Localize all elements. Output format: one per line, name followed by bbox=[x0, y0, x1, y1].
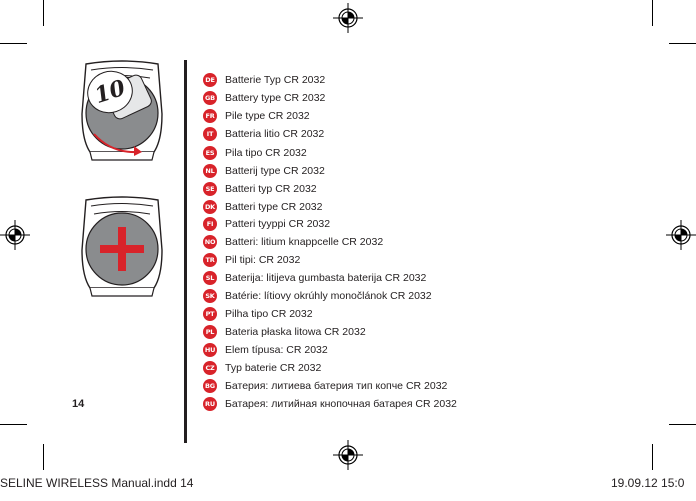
registration-mark-icon bbox=[333, 3, 363, 33]
battery-text: Батарея: литийная кнопочная батарея CR 2032 bbox=[225, 398, 457, 410]
column-divider bbox=[184, 60, 187, 443]
battery-text: Bateria płaska litowa CR 2032 bbox=[225, 326, 366, 338]
language-badge: SL bbox=[203, 271, 217, 285]
language-badge: SK bbox=[203, 289, 217, 303]
battery-text: Patteri tyyppi CR 2032 bbox=[225, 218, 331, 230]
list-item bbox=[203, 287, 432, 305]
language-badge: BG bbox=[203, 379, 217, 393]
battery-plus-illustration bbox=[72, 192, 172, 304]
battery-text: Batteri typ CR 2032 bbox=[225, 183, 317, 195]
language-badge: FI bbox=[203, 217, 217, 231]
battery-text: Pil tipi: CR 2032 bbox=[225, 254, 301, 266]
language-badge: NO bbox=[203, 235, 217, 249]
crop-mark bbox=[669, 424, 696, 425]
battery-text: Pila tipo CR 2032 bbox=[225, 147, 307, 159]
list-item bbox=[203, 359, 321, 377]
list-item bbox=[203, 125, 324, 143]
language-badge: SE bbox=[203, 182, 217, 196]
list-item bbox=[203, 162, 325, 180]
registration-mark-icon bbox=[666, 220, 696, 250]
crop-mark bbox=[669, 43, 696, 44]
list-item bbox=[203, 341, 328, 359]
battery-text: Baterija: litijeva gumbasta baterija CR 2032 bbox=[225, 272, 427, 284]
list-item bbox=[203, 323, 366, 341]
footer-file-slug: SELINE WIRELESS Manual.indd 14 bbox=[0, 476, 194, 490]
list-item bbox=[203, 180, 317, 198]
list-item bbox=[203, 233, 383, 251]
registration-mark-icon bbox=[333, 440, 363, 470]
list-item bbox=[203, 251, 300, 269]
battery-text: Batterij type CR 2032 bbox=[225, 165, 325, 177]
list-item bbox=[203, 107, 310, 125]
list-item bbox=[203, 71, 325, 89]
language-badge: DK bbox=[203, 200, 217, 214]
language-badge: IT bbox=[203, 127, 217, 141]
language-badge: RU bbox=[203, 397, 217, 411]
list-item bbox=[203, 89, 325, 107]
list-item bbox=[203, 144, 307, 162]
list-item bbox=[203, 269, 426, 287]
list-item bbox=[203, 305, 313, 323]
battery-text: Batérie: lítiovy okrúhly monočlánok CR 2032 bbox=[225, 290, 432, 302]
page-number: 14 bbox=[72, 398, 85, 410]
list-item bbox=[203, 395, 457, 413]
crop-mark bbox=[652, 0, 653, 26]
language-badge: ES bbox=[203, 146, 217, 160]
language-badge: PL bbox=[203, 325, 217, 339]
battery-text: Batteri type CR 2032 bbox=[225, 201, 323, 213]
language-badge: PT bbox=[203, 307, 217, 321]
battery-text: Batterie Typ CR 2032 bbox=[225, 74, 326, 86]
crop-mark bbox=[652, 444, 653, 470]
battery-text: Batteria litio CR 2032 bbox=[225, 128, 325, 140]
battery-text: Elem típusa: CR 2032 bbox=[225, 344, 328, 356]
language-badge: CZ bbox=[203, 361, 217, 375]
battery-text: Pilha tipo CR 2032 bbox=[225, 308, 313, 320]
language-badge: HU bbox=[203, 343, 217, 357]
registration-mark-icon bbox=[0, 220, 30, 250]
crop-mark bbox=[43, 0, 44, 26]
crop-mark bbox=[0, 424, 27, 425]
footer-date: 19.09.12 15:0 bbox=[611, 476, 685, 490]
crop-mark bbox=[43, 444, 44, 470]
battery-text: Батерия: литиева батерия тип копче CR 2032 bbox=[225, 380, 448, 392]
list-item bbox=[203, 215, 330, 233]
battery-text: Typ baterie CR 2032 bbox=[225, 362, 322, 374]
language-badge: FR bbox=[203, 109, 217, 123]
language-badge: GB bbox=[203, 91, 217, 105]
list-item bbox=[203, 198, 322, 216]
language-badge: DE bbox=[203, 73, 217, 87]
language-badge: NL bbox=[203, 164, 217, 178]
battery-cover-number: 10 bbox=[80, 64, 139, 121]
crop-mark bbox=[0, 43, 27, 44]
battery-text: Batteri: litium knappcelle CR 2032 bbox=[225, 236, 384, 248]
language-badge: TR bbox=[203, 253, 217, 267]
list-item bbox=[203, 377, 447, 395]
battery-text: Pile type CR 2032 bbox=[225, 110, 310, 122]
battery-text: Battery type CR 2032 bbox=[225, 92, 326, 104]
